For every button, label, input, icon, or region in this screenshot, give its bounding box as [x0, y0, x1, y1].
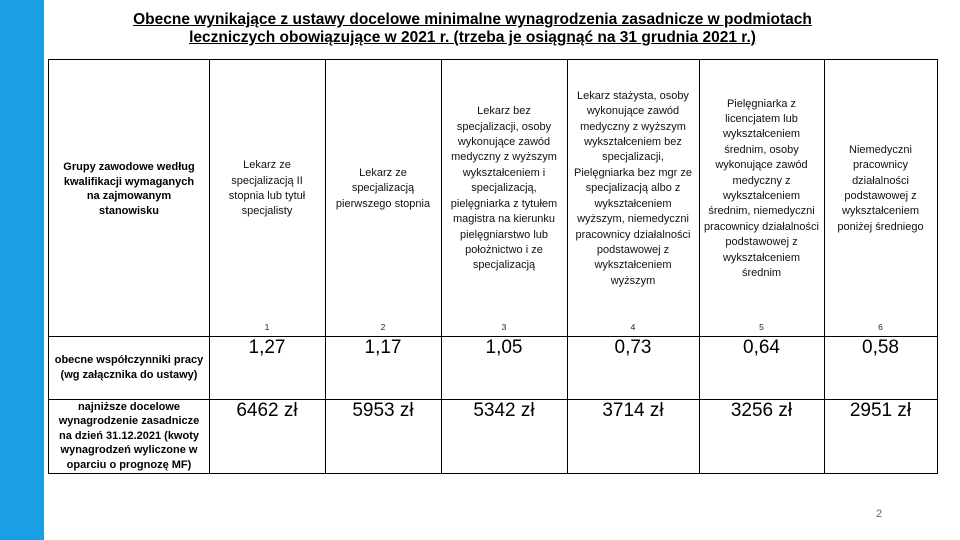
table-cell: 3714 zł — [602, 400, 664, 421]
table-cell: 0,73 — [614, 337, 652, 358]
row-label-coefficients: obecne współczynniki pracy (wg załącznika do ustawy) — [54, 354, 204, 381]
column-header-3: Lekarz bez specjalizacji, osoby wykonujące zawód medyczny z wyższym wykształceniem i specjalizacją, pielęgniarka z tytułem magistra na kierunku pielęgniarstwo lub położnictwo i ze specjalizacją — [450, 105, 558, 272]
side-accent-bar — [0, 0, 44, 540]
page-number: 2 — [876, 508, 883, 520]
table-cell: 5953 zł — [352, 400, 414, 421]
table-cell: 2951 zł — [849, 400, 912, 421]
column-header-2: Lekarz ze specjalizacją pierwszego stopnia — [335, 166, 431, 210]
title-line-1: Obecne wynikające z ustawy docelowe minimalne wynagrodzenia zasadnicze w podmiotach — [133, 11, 812, 28]
table-cell: 0,64 — [743, 337, 780, 358]
column-number: 3 — [501, 322, 507, 332]
column-number: 5 — [759, 322, 764, 332]
title-line-2: leczniczych obowiązujące w 2021 r. (trzeba je osiągnąć na 31 grudnia 2021 r.) — [189, 29, 756, 46]
column-number: 2 — [380, 322, 386, 332]
column-header-6: Niemedyczni pracownicy działalności podstawowej z wykształceniem poniżej średniego — [837, 143, 924, 233]
column-header-5: Pielęgniarka z licencjatem lub wykształceniem średnim, osoby wykonujące zawód medyczny z wykształceniem średnim, niemedyczni pracownicy działalności podstawowej z wykształceniem średnim — [704, 97, 819, 280]
column-number: 1 — [264, 322, 270, 332]
table-cell: 6462 zł — [236, 400, 298, 421]
row-label-minimum-wage: najniższe docelowe wynagrodzenie zasadnicze na dzień 31.12.2021 (kwoty wynagrodzeń wyliczone w oparciu o prognozę MF) — [58, 400, 200, 471]
column-header-1: Lekarz ze specjalizacją II stopnia lub tytuł specjalisty — [228, 159, 306, 218]
table-cell: 5342 zł — [473, 400, 535, 421]
column-header-4: Lekarz stażysta, osoby wykonujące zawód medyczny z wyższym wykształceniem bez specjalizacji, Pielęgniarka bez mgr ze specjalizacją albo z wykształceniem wyższym, niemedyczni pracownicy działalności podstawowej z wykształceniem wyższym — [573, 89, 692, 287]
table-cell: 0,58 — [862, 337, 899, 358]
wage-table — [48, 59, 938, 474]
table-cell: 1,17 — [364, 337, 402, 358]
corner-header: Grupy zawodowe według kwalifikacji wymaganych na zajmowanym stanowisku — [63, 161, 195, 217]
column-number: 4 — [630, 322, 636, 332]
slide-title — [60, 11, 885, 47]
column-number: 6 — [878, 322, 883, 332]
table-cell: 3256 zł — [730, 400, 793, 421]
table-cell: 1,05 — [485, 337, 523, 358]
table-cell: 1,27 — [248, 337, 286, 358]
